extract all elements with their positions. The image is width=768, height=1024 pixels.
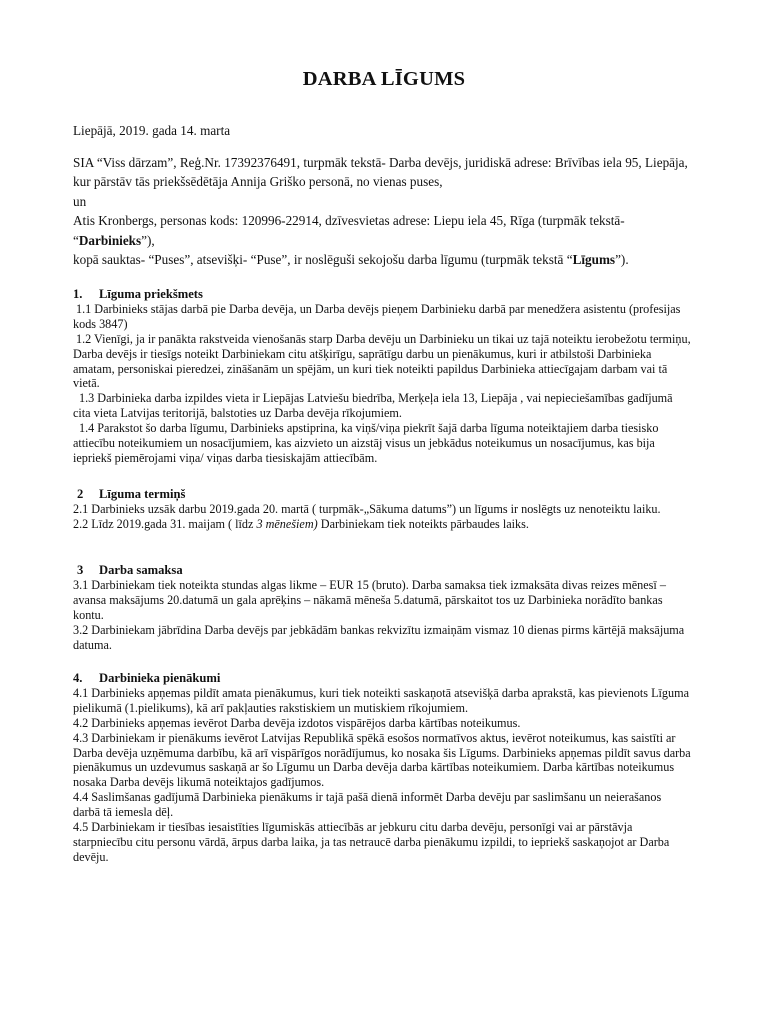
clause-1-1: 1.1 Darbinieks stājas darbā pie Darba devēja, un Darba devējs pieņem Darbinieku darbā par menedžera asistentu (profesijas kods 3847)	[73, 301, 681, 331]
clause-1-3: 1.3 Darbinieka darba izpildes vieta ir Liepājas Latviešu biedrība, Merķeļa iela 13, Liepāja , vai nepieciešamības gadījumā cita vieta Latvijas teritorijā, balstoties uz Darba devēja rīkojumiem.	[73, 391, 673, 421]
section-4	[73, 671, 691, 865]
clause-4-3: 4.3 Darbiniekam ir pienākums ievērot Latvijas Republikā spēkā esošos normatīvos aktus, ievērot noteikumus, kas saistīti ar Darba devēja uzņēmuma darbību, kā arī vispārīgos norādījumus, ko nosaka šis Līgums. Darbinieks apņemas pildīt savus darba pienākumus un uzdevumus saskaņā ar šo Līgumu un Darba devēja darba kārtības noteikumiem. Darba kārtības noteikumus nosaka Darba devējs likumā noteiktajos gadījumos.	[73, 730, 691, 790]
clause-2-1: 2.1 Darbinieks uzsāk darbu 2019.gada 20. martā ( turpmāk-„Sākuma datums”) un līgums ir noslēgts uz nenoteiktu laiku.	[73, 501, 661, 516]
employee-paragraph: Atis Kronbergs, personas kods: 120996-22914, dzīvesvietas adrese: Liepu iela 45, Rīga (turpmāk tekstā- “Darbinieks”),	[73, 213, 625, 248]
clause-4-1: 4.1 Darbinieks apņemas pildīt amata pienākumus, kuri tiek noteikti saskaņotā atsevišķā darba aprakstā, kas pievienots Līguma pielikumā (1.pielikums), kā arī pakļauties rakstiskiem un mutiskiem rīkojumiem.	[73, 685, 689, 715]
clause-4-4: 4.4 Saslimšanas gadījumā Darbinieka pienākums ir tajā pašā dienā informēt Darba devēju par saslimšanu un neierašanos darbā tā iemesla dēļ.	[73, 790, 662, 820]
section-1	[73, 287, 691, 466]
document-title: DARBA LĪGUMS	[302, 68, 466, 90]
clause-3-1: 3.1 Darbiniekam tiek noteikta stundas algas likme – EUR 15 (bruto). Darba samaksa tiek izmaksāta divas reizes mēnesī – avansa maksājums 20.datumā un gala aprēķins – nākamā mēneša 5.datumā, pārskaitot tos uz Darbinieka norādīto bankas kontu.	[73, 577, 666, 622]
contract-term: Līgums	[572, 252, 616, 267]
employee-term: Darbinieks	[78, 232, 142, 248]
section-heading: 4. Darbinieka pienākumi	[73, 671, 221, 685]
clause-4-2: 4.2 Darbinieks apņemas ievērot Darba devēja izdotos vispārējos darba kārtības noteikumus.	[73, 715, 521, 730]
and-word: un	[73, 193, 87, 209]
clause-3-2: 3.2 Darbiniekam jābrīdina Darba devējs par jebkādām bankas rekvizītu izmaiņām vismaz 10 dienas pirms kārtējā maksājuma datuma.	[73, 622, 685, 652]
intro-block	[73, 121, 691, 270]
clause-1-4: 1.4 Parakstot šo darba līgumu, Darbinieks apstiprina, ka viņš/viņa piekrīt šajā darba līguma noteiktajiem darba tiesisko attiecību noteikumiem un nosacījumiem, kas aizvieto un aizstāj visus un jebkādus noteikumus un nosacījumus, kas bija iepriekš piemērojami viņa/ viņas darba tiesiskajām attiecībām.	[73, 421, 659, 465]
parties-paragraph: kopā sauktas- “Puses”, atsevišķi- “Puse”, ir noslēguši sekojošu darba līgumu (turpmāk tekstā “Līgums”).	[73, 252, 629, 267]
section-heading: 3 Darba samaksa	[77, 563, 183, 577]
section-heading: 1. Līguma priekšmets	[73, 287, 203, 301]
clause-2-2: 2.2 Līdz 2019.gada 31. maijam ( līdz 3 mēnešiem) Darbiniekam tiek noteikts pārbaudes laiks.	[73, 516, 529, 531]
section-3	[73, 563, 691, 652]
clause-4-5: 4.5 Darbiniekam ir tiesības iesaistīties līgumiskās attiecībās ar jebkuru citu darba devēju, personīgi vai ar pārstāvja starpniecību citu personu vārdā, ārpus darba laika, ja tas netraucē darba pienākumu izpildi, to iepriekš saskaņojot ar Darba devēju.	[73, 820, 670, 864]
section-heading: 2 Līguma termiņš	[77, 487, 186, 501]
clause-1-2: 1.2 Vienīgi, ja ir panākta rakstveida vienošanās starp Darba devēju un Darbinieku un tikai uz tajā noteiktu ierobežotu termiņu, Darba devējs ir tiesīgs noteikt Darbiniekam citu atšķirīgu, saprātīgu darbu un pienākumus, kuri ir atbilstoši Darbinieka amatam, personiskai pieredzei, zināšanām un spējām, un kuri tiek noteikti papildus Darbinieka attiecīgajam darbam vai tā vietā.	[73, 331, 691, 391]
place-date: Liepājā, 2019. gada 14. marta	[73, 123, 231, 138]
section-2	[73, 487, 691, 532]
employer-paragraph: SIA “Viss dārzam”, Reģ.Nr. 17392376491, turpmāk tekstā- Darba devējs, juridiskā adrese: Brīvības iela 95, Liepāja, kur pārstāv tās priekšsēdētāja Annija Griško personā, no vienas puses,	[73, 154, 688, 189]
